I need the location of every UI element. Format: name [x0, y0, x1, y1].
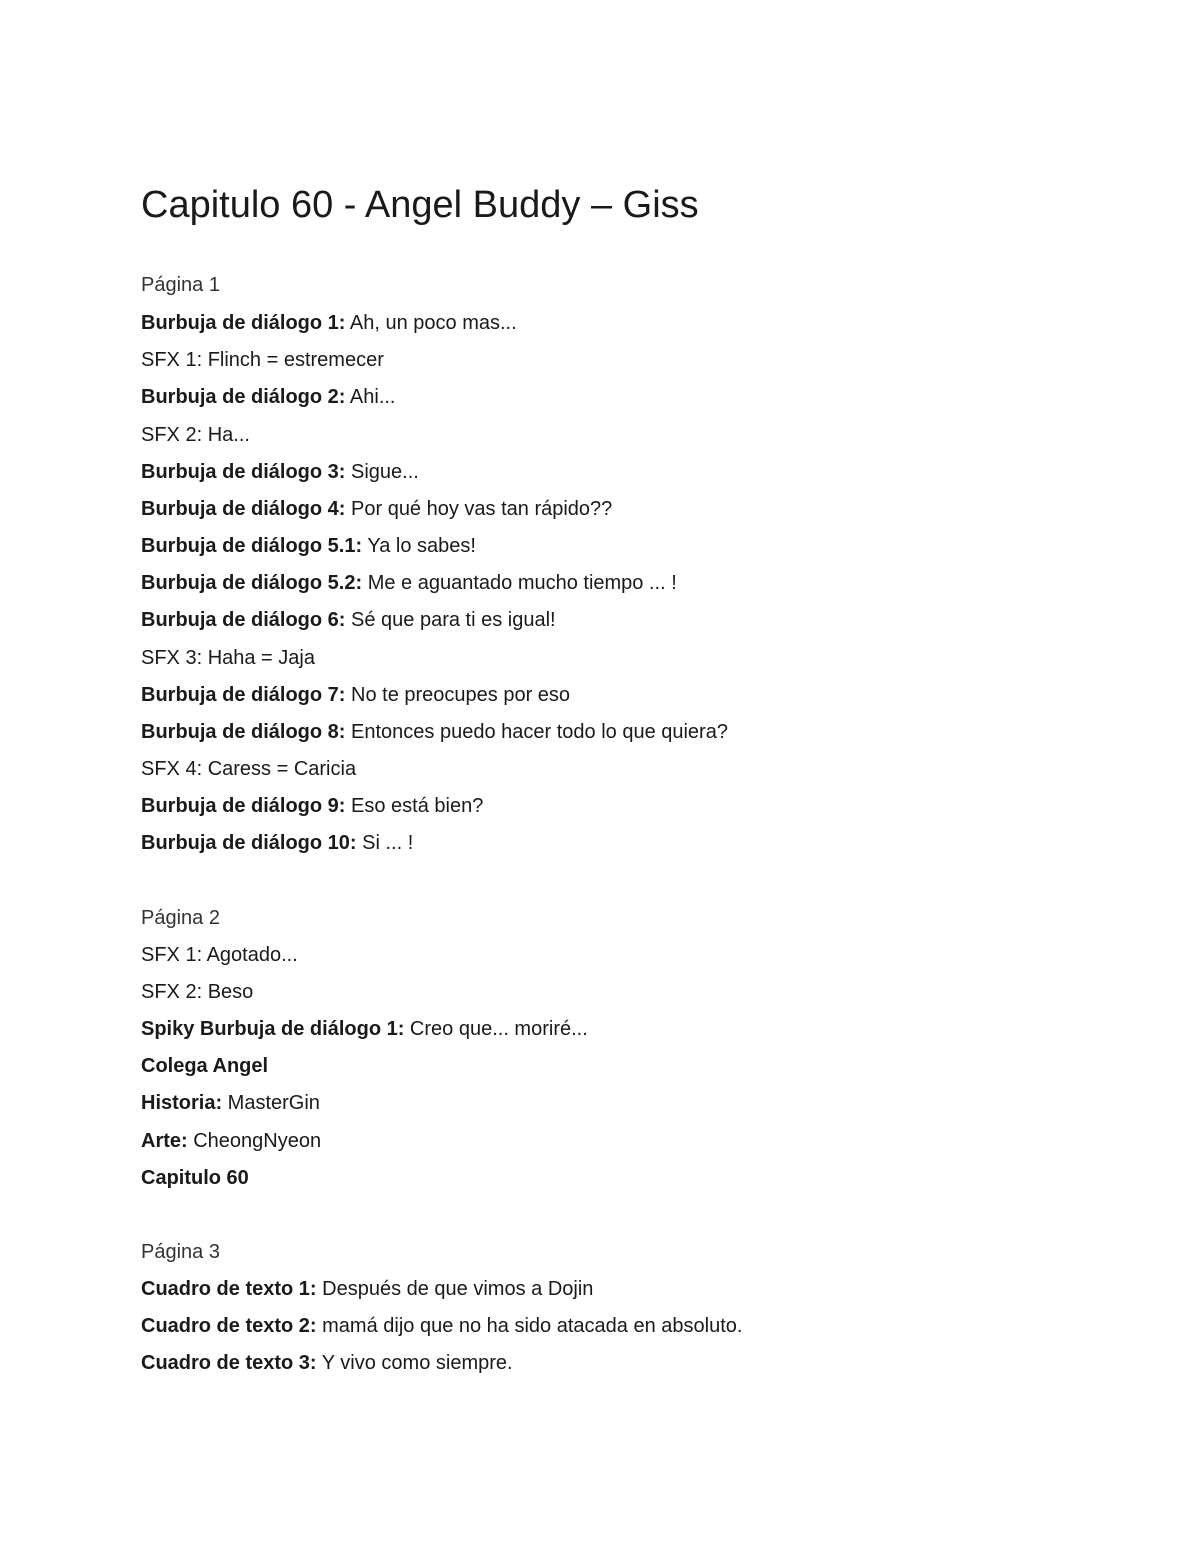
line-text: Y vivo como siempre.	[316, 1352, 513, 1374]
script-line	[141, 756, 356, 782]
line-text: SFX 1: Flinch = estremecer	[141, 349, 384, 371]
script-line	[141, 1053, 268, 1079]
line-label: Burbuja de diálogo 7:	[141, 684, 346, 706]
line-label: Burbuja de diálogo 4:	[141, 498, 346, 520]
script-line	[141, 459, 419, 485]
line-label: Burbuja de diálogo 2:	[141, 386, 346, 408]
script-line	[141, 942, 298, 968]
line-text: Sigue...	[345, 461, 419, 483]
section-heading: Página 3	[141, 1241, 220, 1263]
script-line	[141, 1276, 593, 1302]
script-line	[141, 607, 556, 633]
line-text: mamá dijo que no ha sido atacada en absoluto.	[316, 1315, 743, 1337]
line-text: Me e aguantado mucho tiempo ... !	[362, 572, 677, 594]
script-line	[141, 1350, 513, 1376]
line-label: Cuadro de texto 2:	[141, 1315, 317, 1337]
line-text: Por qué hoy vas tan rápido??	[345, 498, 613, 520]
script-line	[141, 1090, 320, 1116]
script-line	[141, 1313, 742, 1339]
script-line	[141, 830, 413, 856]
line-label: Colega Angel	[141, 1055, 269, 1077]
script-line	[141, 1165, 249, 1191]
script-line	[141, 496, 612, 522]
line-text: Eso está bien?	[345, 795, 484, 817]
script-line	[141, 422, 250, 448]
line-text: Entonces puedo hacer todo lo que quiera?	[345, 721, 728, 743]
line-label: Burbuja de diálogo 5.2:	[141, 572, 363, 594]
script-line	[141, 1128, 321, 1154]
line-text: Ah, un poco mas...	[345, 312, 517, 334]
line-text: SFX 1: Agotado...	[141, 944, 298, 966]
line-label: Cuadro de texto 3:	[141, 1352, 317, 1374]
line-text: SFX 2: Beso	[141, 981, 254, 1003]
line-text: SFX 2: Ha...	[141, 424, 250, 446]
script-line	[141, 1016, 588, 1042]
script-line	[141, 570, 677, 596]
line-label: Burbuja de diálogo 3:	[141, 461, 346, 483]
line-text: SFX 4: Caress = Caricia	[141, 758, 357, 780]
line-label: Historia:	[141, 1092, 223, 1114]
line-label: Burbuja de diálogo 9:	[141, 795, 346, 817]
script-line	[141, 719, 728, 745]
line-text: Si ... !	[356, 832, 414, 854]
script-line	[141, 682, 570, 708]
script-line	[141, 533, 476, 559]
line-text: No te preocupes por eso	[345, 684, 571, 706]
line-label: Arte:	[141, 1130, 188, 1152]
line-text: CheongNyeon	[187, 1130, 322, 1152]
line-label: Cuadro de texto 1:	[141, 1278, 317, 1300]
script-line	[141, 793, 483, 819]
line-label: Burbuja de diálogo 8:	[141, 721, 346, 743]
document-title: Capitulo 60 - Angel Buddy – Giss	[141, 184, 699, 226]
line-label: Burbuja de diálogo 1:	[141, 312, 346, 334]
script-line	[141, 979, 253, 1005]
section-heading: Página 1	[141, 274, 220, 296]
line-label: Capitulo 60	[141, 1167, 249, 1189]
line-text: Ya lo sabes!	[362, 535, 476, 557]
line-label: Burbuja de diálogo 10:	[141, 832, 357, 854]
script-line	[141, 384, 395, 410]
section-heading: Página 2	[141, 907, 220, 929]
line-text: MasterGin	[222, 1092, 320, 1114]
line-text: Ahi...	[345, 386, 396, 408]
script-line	[141, 645, 315, 671]
line-label: Spiky Burbuja de diálogo 1:	[141, 1018, 405, 1040]
script-line	[141, 310, 517, 336]
line-label: Burbuja de diálogo 6:	[141, 609, 346, 631]
line-text: Sé que para ti es igual!	[345, 609, 556, 631]
script-line	[141, 347, 384, 373]
line-text: Creo que... moriré...	[404, 1018, 588, 1040]
line-label: Burbuja de diálogo 5.1:	[141, 535, 363, 557]
line-text: Después de que vimos a Dojin	[316, 1278, 594, 1300]
line-text: SFX 3: Haha = Jaja	[141, 647, 315, 669]
